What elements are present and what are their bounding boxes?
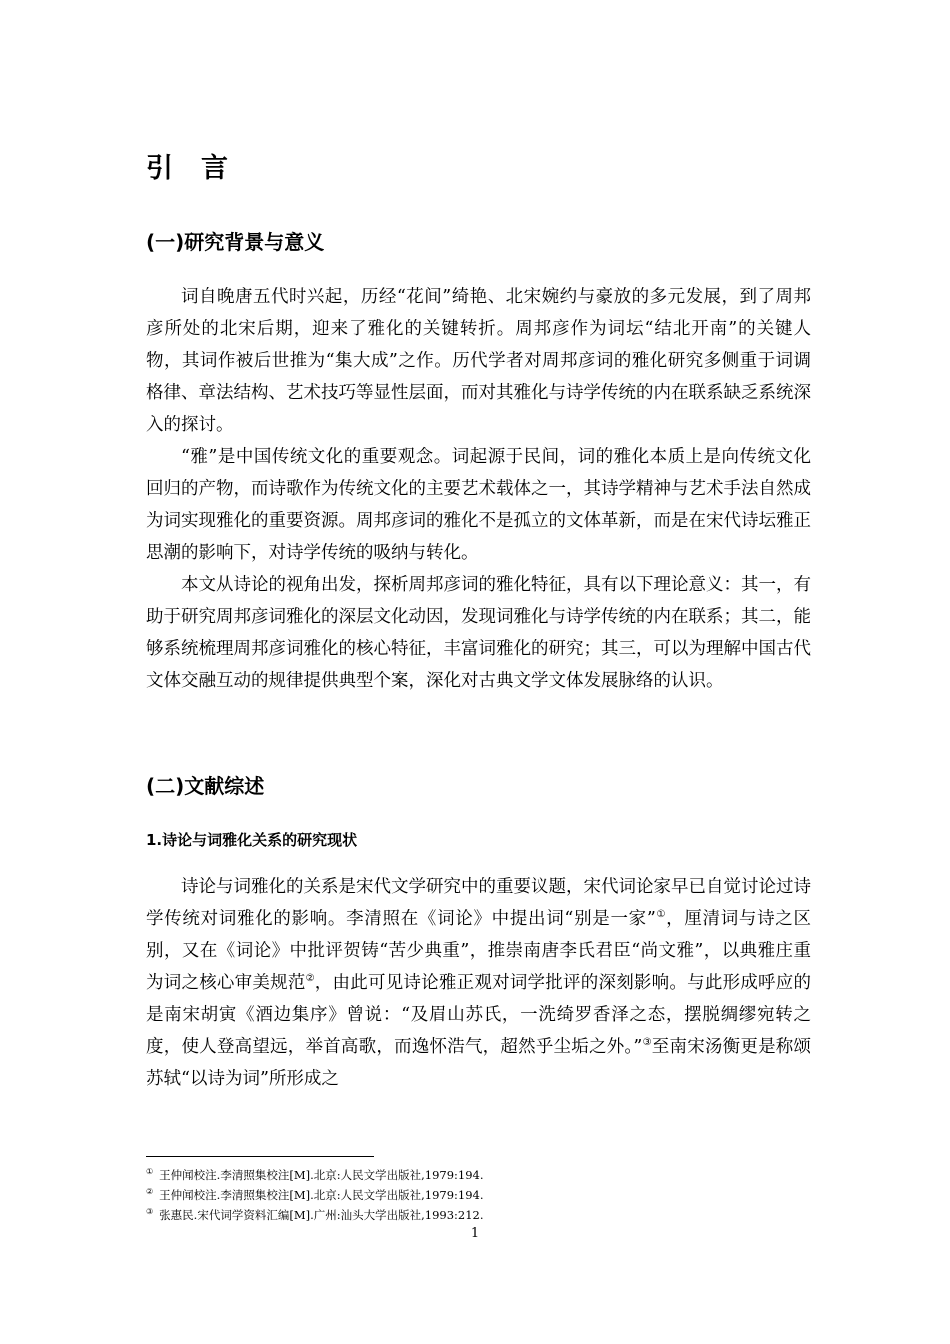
footnote-mark-3: ③	[146, 1207, 154, 1217]
subsection-1-title: 1.诗论与词雅化关系的研究现状	[146, 831, 358, 849]
footnote-mark-1: ①	[146, 1167, 154, 1177]
section-1-paragraph-1: 词自晚唐五代时兴起，历经“花间”绮艳、北宋婉约与豪放的多元发展，到了周邦彦所处的北宋后期，迎来了雅化的关键转折。周邦彦作为词坛“结北开南”的关键人物，其词作被后世推为“集大成”之作。历代学者对周邦彦词的雅化研究多侧重于词调格律、章法结构、艺术技巧等显性层面，而对其雅化与诗学传统的内在联系缺乏系统深入的探讨。	[146, 287, 811, 435]
paragraph-segment-4: 至南宋汤衡更是称颂苏轼“以诗为词”所形成之	[146, 1037, 812, 1089]
section-1-paragraph-3: 本文从诗论的视角出发，探析周邦彦词的雅化特征，具有以下理论意义：其一，有助于研究周邦彦词雅化的深层文化动因，发现词雅化与诗学传统的内在联系；其二，能够系统梳理周邦彦词雅化的核心特征，丰富词雅化的研究；其三，可以为理解中国古代文体交融互动的规律提供典型个案，深化对古典文学文体发展脉络的认识。	[146, 575, 811, 691]
footnote-text-1: 王仲闻校注.李清照集校注[M].北京:人民文学出版社,1979:194.	[159, 1168, 484, 1182]
footnotes	[146, 1165, 806, 1225]
footnote-2	[146, 1185, 806, 1205]
footnote-text-3: 张惠民.宋代词学资料汇编[M].广州:汕头大学出版社,1993:212.	[159, 1208, 484, 1222]
paragraph-segment-2: ，厘清词与诗之区别，又在《词论》中批评贺铸“苦少典重”，推崇南唐李氏君臣“尚文雅”，以典雅庄重为词之核心审美规范	[146, 909, 812, 993]
footnote-ref-1[interactable]: ①	[655, 909, 667, 921]
section-1-paragraph-2: “雅”是中国传统文化的重要观念。词起源于民间，词的雅化本质上是向传统文化回归的产物，而诗歌作为传统文化的主要艺术载体之一，其诗学精神与艺术手法自然成为词实现雅化的重要资源。周邦彦词的雅化不是孤立的文体革新，而是在宋代诗坛雅正思潮的影响下，对诗学传统的吸纳与转化。	[146, 447, 811, 563]
chapter-title-char-2: 言	[201, 153, 228, 184]
paragraph-segment-1: 诗论与词雅化的关系是宋代文学研究中的重要议题，宋代词论家早已自觉讨论过诗学传统对词雅化的影响。李清照在《词论》中提出词“别是一家”	[146, 877, 811, 929]
subsection-1-paragraph	[146, 871, 811, 1095]
section-1-title: (一)研究背景与意义	[146, 230, 325, 254]
footnote-3	[146, 1205, 806, 1225]
footnote-ref-2[interactable]: ②	[305, 973, 315, 985]
footnote-mark-2: ②	[146, 1187, 154, 1197]
paragraph-segment-3: ，由此可见诗论雅正观对词学批评的深刻影响。与此形成呼应的是南宋胡寅《酒边集序》曾说：“及眉山苏氏，一洗绮罗香泽之态，摆脱绸缪宛转之度，使人登高望远，举首高歌，而逸怀浩气，超然乎尘垢之外。”	[146, 973, 812, 1057]
footnote-ref-3[interactable]: ③	[642, 1037, 652, 1049]
footnote-text-2: 王仲闻校注.李清照集校注[M].北京:人民文学出版社,1979:194.	[159, 1188, 484, 1202]
chapter-title-char-1: 引	[146, 153, 173, 184]
footnote-divider	[146, 1156, 374, 1157]
chapter-title	[146, 146, 228, 185]
footnote-1	[146, 1165, 806, 1185]
page-number: 1	[470, 1226, 480, 1241]
section-2-title: (二)文献综述	[146, 774, 265, 798]
